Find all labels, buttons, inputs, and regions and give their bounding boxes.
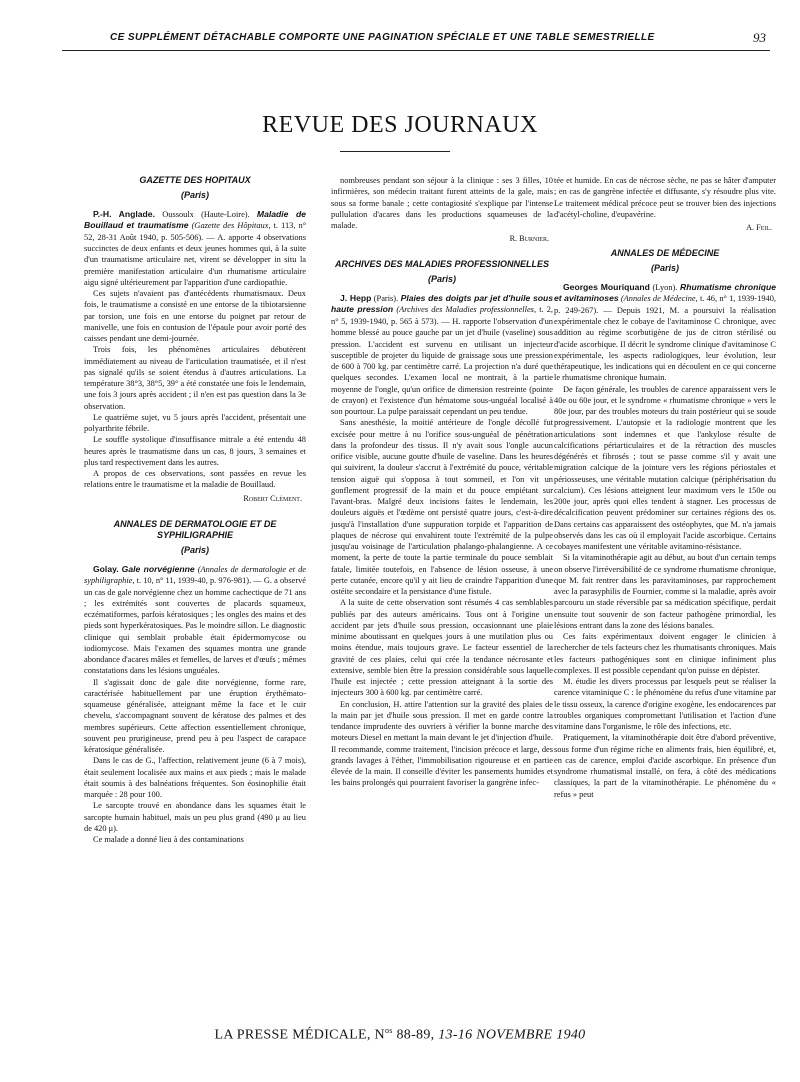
- signature: Robert Clément.: [243, 493, 302, 503]
- footer-issue-sup: os: [384, 1026, 393, 1035]
- article-anglade: [84, 209, 306, 288]
- signature: R. Burnier.: [509, 234, 549, 244]
- footer-numbers: 88-89,: [396, 1027, 435, 1043]
- paragraph: nombreuses pendant son séjour à la clinique : ses 3 filles, 10 infirmières, son médecin traitant furent atteints de la gale, mais sous sa forme banale ; cette contagiosité s'explique par l'intense pullulation d'acares dans les productions squameuses de la malade.: [331, 176, 553, 230]
- section-place: (Paris): [650, 262, 679, 273]
- paragraph: M. étudie les divers processus par lesquels peut se réaliser la carence vitaminique C : le phénomène du refus d'une vitamine par le tissu osseux, la carence d'origine exogène, les endocarences par troubles organiques compromettant l'utilisation et l'action d'une vitamine dans l'organisme, le rôle des infections, etc.: [554, 677, 776, 731]
- section-place: (Paris): [427, 273, 456, 284]
- article-affiliation: (Paris).: [373, 293, 399, 303]
- section-place: (Paris): [180, 189, 209, 200]
- section-title-archives: ARCHIVES DES MALADIES PROFESSIONNELLES: [334, 259, 550, 270]
- page-number: 93: [753, 30, 766, 45]
- paragraph: tée et humide. En cas de nécrose sèche, ne pas se hâter d'amputer ; en cas de gangrène infectée et diffusante, s'y résoudre plus vite. Le traitement médical précoce peut se trouver bien des injections d'acétyl-choline, d'eupavérine.: [554, 176, 776, 219]
- section-place: (Paris): [180, 544, 209, 555]
- paragraph: Ces sujets n'avaient pas d'antécédents rhumatismaux. Deux fois, le traumatisme a consisté en une entorse de la tibiotarsienne par torsion, une fois en une entorse du poignet par retour de manivelle, une fois en contusion de l'épaule pour avoir porté des caisses pendant une demi-journée.: [84, 289, 306, 344]
- paragraph: De façon générale, les troubles de carence apparaissent vers le 40e ou 60e jour, et le syndrome « rhumatisme chronique » vers le 80e jour, par des troubles moteurs du train postérieur qui se soude progressivement. L'autopsie et la radiologie montrent que les articulations sont indemnes et que l'ankylose résulte de calcifications périarticulaires et de la rétraction des muscles dégénérés et fibrosés ; tout se passe comme s'il y avait une migration calcique de la jointure vers les régions périostales et périosseuses, une véritable mutation calcique (périphérisation du calcium). Ces lésions atteignent leur maximum vers le 150e ou 200e jour, après quoi elles tendent à stagner. Les processus de décalcification peuvent prédominer sur certaines régions des os. Dans certains cas apparaissent des ostéophytes, que M. n'a jamais observés dans les cas où il employait l'acide ascorbique. Certains cobayes manifestent une véritable avitamino-résistance.: [554, 384, 776, 551]
- paragraph: En conclusion, H. attire l'attention sur la gravité des plaies de la main par jet d'huile sous pression. Il met en garde contre la tendance imprudente des ouvriers à vérifier la bonne marche des moteurs Diesel en mettant la main devant le jet d'injection d'huile. Il recommande, comme traitement, l'incision précoce et large, des grands lavages à l'éther, l'immobilisation rigoureuse et en partie élevée de la main. Il conseille d'éviter les pansements humides et les bains prolongés qui pourraient favoriser la gangrène infec-: [331, 699, 553, 788]
- paragraph: Ce malade a donné lieu à des contaminations: [93, 835, 244, 845]
- paragraph: A la suite de cette observation sont résumés 4 cas semblables publiés par des auteurs américains. Tous ont à l'origine un accident par jets d'huile sous pression, occasionnant une plaie minime aboutissant en quelques jours à une mutilation plus ou moins étendue, mais toujours grave. Le facteur essentiel de la gravité de ces plaies, celui qui crée la tendance nécrosante et extensive, semble bien être la pression considérable sous laquelle l'huile est injectée ; cette pression atteignant à la sortie des injecteurs 300 à 600 kg. par centimètre carré.: [331, 598, 553, 698]
- paragraph: Dans le cas de G., l'affection, relativement jeune (6 à 7 mois), était seulement localisée aux mains et aux pieds ; mais le malade était soumis à des balnéations fréquentes. Son éosinophilie était marquée : 28 pour 100.: [84, 756, 306, 800]
- article-source: (Archives des Maladies professionnelles,: [396, 305, 537, 315]
- paragraph: Ces faits expérimentaux doivent engager le clinicien à rechercher de tels facteurs chez les rhumatisants chroniques. Mais les facteurs pathogéniques sont en clinique infiniment plus complexes. Il est possible cependant qu'on puisse en dépister.: [554, 632, 776, 675]
- column-2: [331, 175, 553, 789]
- article-body: t. 2, n° 5, 1939-1940, p. 565 à 573). — H. rapporte l'observation d'un homme blessé au pouce gauche par un jet d'huile (vaseline) sous pression. L'accident est survenu en utilisant un injecteur susceptible de projeter du liquide de graissage sous une pression de 600 à 700 kg. par centimètre carré. La projection n'a duré que quelques secondes. L'examen local ne montrait, à la partie moyenne de l'ongle, qu'un orifice de dimension restreinte (pointe de crayon) et l'existence d'un hématome sous-unguéal localisé à son pourtour. La pulpe paraissait cependant un peu tendue.: [331, 305, 554, 416]
- article-author: P.-H. Anglade.: [93, 208, 155, 219]
- paragraph: Sans anesthésie, la moitié antérieure de l'ongle décollé fut excisée pour mettre à nu l'orifice sous-unguéal de pénétration dans la profondeur des tissus. Il n'y avait sous l'ongle aucun orifice visible, aucune goutte d'huile de vaseline. Dans les heures qui suivirent, la douleur s'accrut à l'extrémité du pouce, véritable tension aiguë qui s'opposa à tout sommeil, et l'on vit un gonflement progressif de la main et du pouce empiétant sur l'avant-bras. Malgré deux incisions faites le lendemain, les douleurs aiguës et l'œdème ont persisté quatre jours, c'est-à-dire jusqu'à l'installation d'une suppuration torpide et l'apparition de plaques de nécrose qui envahirent toute l'extrémité de la pulpe jusqu'au voisinage de l'articulation phalango-phalangienne. A ce moment, la perte de toute la partie terminale du pouce semblait fatale, limitée toutefois, en l'absence de lésion osseuse, à une perte cutanée, encore qu'il y ait lieu de craindre l'apparition d'une ostéite secondaire et la persistance d'une fistule.: [331, 418, 553, 596]
- article-author: Golay.: [93, 563, 119, 574]
- paragraph: Il s'agissait donc de gale dite norvégienne, forme rare, caractérisée habituellement par une éruption érythémato-squameuse généralisée, atteignant même la face et le cuir chevelu, s'accompagnant souvent de kératose des palmes et des membres supérieurs. Cette affection essentiellement chronique, souvent peu prurigineuse, prend peu à peu l'aspect de carapace kératosique généralisée.: [84, 677, 306, 755]
- footer-journal: LA PRESSE MÉDICALE, N: [214, 1027, 385, 1043]
- article-golay: [84, 564, 306, 677]
- column-3: [554, 175, 776, 800]
- paragraph: Le quatrième sujet, vu 5 jours après l'accident, présentait une polyarthrite fébrile.: [84, 412, 306, 434]
- paragraph: Le souffle systolique d'insuffisance mitrale a été entendu 48 heures après le traumatisme dans un cas, 8 jours, 3 semaines et plus tard respectivement dans les autres.: [84, 435, 306, 467]
- article-body: t. 10, n° 11, 1939-40, p. 976-981). — G. a observé un cas de gale norvégienne chez un homme cachectique de 71 ans ; les extrémités sont couvertes de placards squameux, eczématiformes, parfois kératosiques ; les ongles des mains et des pieds sont hyperkératosiques. Pas le moindre sillon. Le diagnostic clinique qui semblait probable était épidermomycose ou iodiomycose. Mais l'examen des squames montra une grande abondance d'acares mâles et femelles, de larves et d'œufs ; mêmes constatations dans les lésions unguéales.: [84, 576, 307, 676]
- title-rule: [340, 151, 450, 152]
- page-title: REVUE DES JOURNAUX: [262, 112, 538, 138]
- column-1: [84, 175, 306, 845]
- article-title: Maladie de Bouillaud et traumatisme: [84, 208, 306, 231]
- article-affiliation: Oussoulx (Haute-Loire).: [162, 209, 250, 219]
- article-source: (Gazette des Hôpitaux,: [191, 221, 271, 231]
- article-affiliation: (Lyon).: [652, 282, 678, 292]
- signature: A. Feil.: [746, 223, 772, 232]
- article-source: (Annales de Médecine,: [620, 294, 698, 304]
- paragraph: Trois fois, les phénomènes articulaires débutèrent immédiatement au niveau de l'articulation traumatisée, et il n'est pas signalé qu'ils se soient étendus à d'autres articulations. La température 38°3, 38°5, 39° a été constatée une fois le lendemain, une fois 3 jours après accident ; il n'en est pas question dans la 3e observation.: [84, 345, 306, 411]
- section-title-medecine: ANNALES DE MÉDECINE: [610, 247, 720, 258]
- section-title-gazette: GAZETTE DES HOPITAUX: [139, 175, 251, 185]
- paragraph: Si la vitaminothérapie agit au début, au bout d'un certain temps on observe l'irréversibilité de ce syndrome rhumatisme chronique, que M. fait rentrer dans les paravitaminoses, par rapprochement avec la parasyphilis de Fournier, comme si la maladie, après avoir parcouru un stade réversible par sa médication spécifique, perdait ensuite tout souvenir de son facteur pathogène primordial, les lésions entrant dans la zone des lésions banales.: [554, 553, 776, 630]
- paragraph: Pratiquement, la vitaminothérapie doit être d'abord préventive, sous forme d'un régime riche en aliments frais, bien équilibré, et, en cas de carence, emploi d'acide ascorbique. En présence d'un syndrome rhumatismal installé, on fera, à côté des médications classiques, la part de la vitaminothérapie. Le phénomène du « refus » peut: [554, 733, 776, 799]
- article-mouriquand: [554, 282, 776, 384]
- article-body: t. 46, n° 1, 1939-1940, p. 249-267). — Depuis 1921, M. a poursuivi la réalisation expérimentale chez le cobaye de l'avitaminose C chronique, avec addition au régime scorbutigène de jus de citron stérilisé ou d'acide ascorbique. Il décrit le syndrome clinique d'avitaminose C expérimentale, les aspects radiologiques, leur évolution, leur thérapeutique, les indications qui en découlent en ce qui concerne le rhumatisme chronique humain.: [554, 294, 777, 383]
- article-title: Plaies des doigts par jet d'huile sous haute pression: [331, 292, 554, 315]
- article-author: Georges Mouriquand: [563, 281, 650, 292]
- article-title: Rhumatisme chronique et avitaminoses: [554, 281, 776, 304]
- article-title: Gale norvégienne: [121, 563, 195, 574]
- footer-date: 13-16 NOVEMBRE 1940: [438, 1027, 586, 1043]
- article-author: J. Hepp: [340, 292, 372, 303]
- page-header: [62, 32, 770, 51]
- section-title-dermatologie: ANNALES DE DERMATOLOGIE ET DE SYPHILIGRAPHIE: [113, 518, 277, 541]
- paragraph: A propos de ces observations, sont passées en revue les relations entre le traumatisme et la maladie de Bouillaud.: [84, 469, 306, 490]
- article-body: t. 113, n° 52, 28-31 Août 1940, p. 505-506). — A. apporte 4 observations succinctes de deux enfants et deux jeunes hommes qui, à la suite d'un traumatisme articulaire net, virent se développer in situ la première manifestation articulaire d'un rhumatisme articulaire aigu signé ultérieurement par l'apparition d'une cardiopathie.: [84, 221, 307, 287]
- article-source: (Annales de dermatologie et de syphiligraphie,: [84, 564, 307, 586]
- header-banner: CE SUPPLÉMENT DÉTACHABLE COMPORTE UNE PAGINATION SPÉCIALE ET UNE TABLE SEMESTRIELLE: [110, 32, 655, 43]
- paragraph: Le sarcopte trouvé en abondance dans les squames était le sarcopte humain habituel, mais un peu plus grand (490 μ au lieu de 420 μ).: [84, 801, 306, 833]
- article-hepp: [331, 293, 553, 417]
- page-footer: [0, 1026, 800, 1044]
